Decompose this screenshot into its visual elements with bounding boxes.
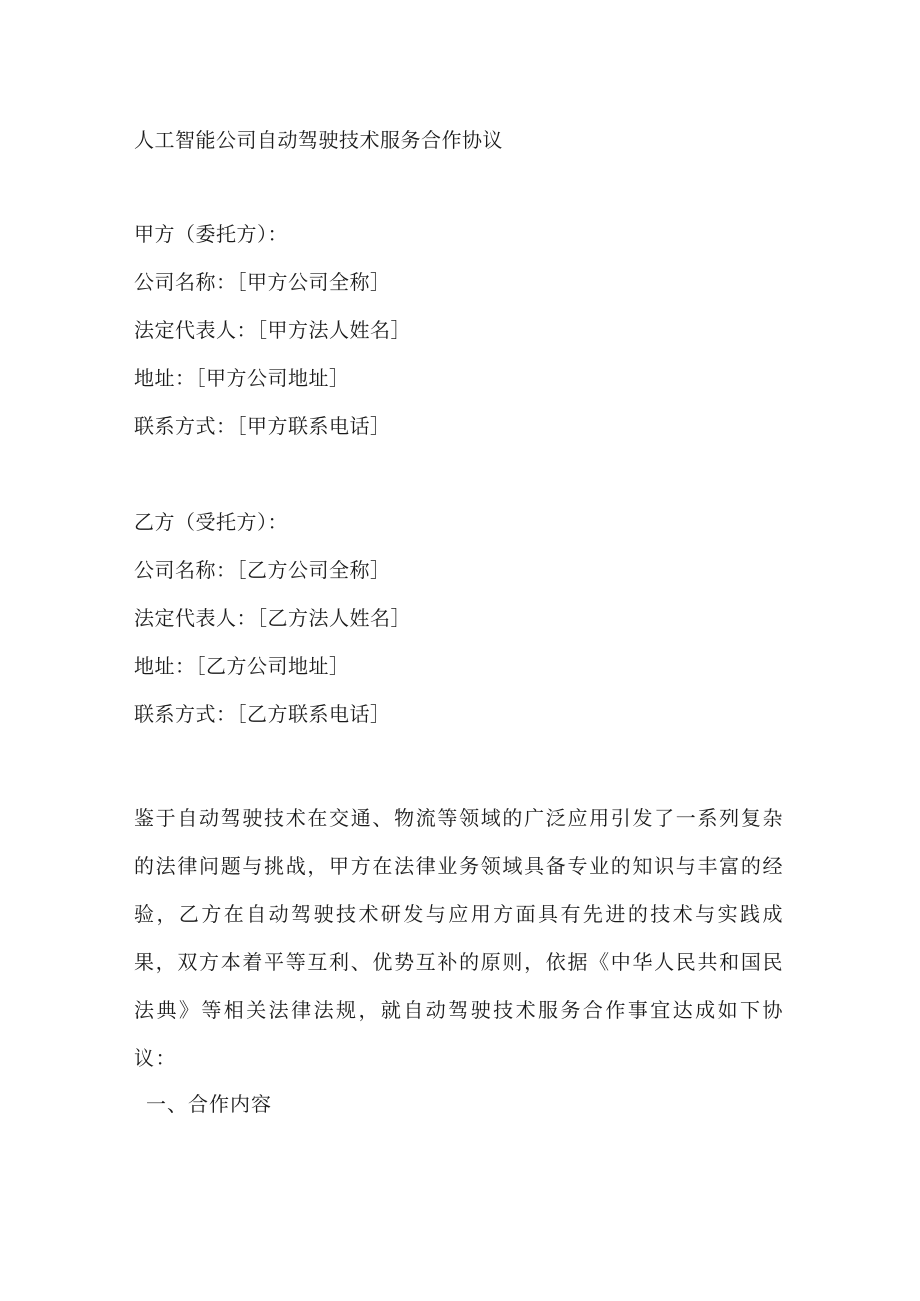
party-b-company: 公司名称：［乙方公司全称］ [134, 558, 391, 582]
document-title: 人工智能公司自动驾驶技术服务合作协议 [134, 128, 503, 152]
preamble-paragraph: 鉴于自动驾驶技术在交通、物流等领域的广泛应用引发了一系列复杂的法律问题与挑战，甲方在法律业务领域具备专业的知识与丰富的经验，乙方在自动驾驶技术研发与应用方面具有先进的技术与实践成果，双方本着平等互利、优势互补的原则，依据《中华人民共和国民法典》等相关法律法规，就自动驾驶技术服务合作事宜达成如下协议： [134, 806, 784, 1070]
party-a-address: 地址：［甲方公司地址］ [134, 366, 350, 390]
party-a-representative: 法定代表人：［甲方法人姓名］ [134, 318, 411, 342]
party-a-company: 公司名称：［甲方公司全称］ [134, 270, 391, 294]
party-b-contact: 联系方式：［乙方联系电话］ [134, 702, 391, 726]
section-heading-cooperation: 一、合作内容 [146, 1092, 272, 1116]
party-a-heading: 甲方（委托方）： [134, 222, 288, 246]
party-a-contact: 联系方式：［甲方联系电话］ [134, 414, 391, 438]
party-b-representative: 法定代表人：［乙方法人姓名］ [134, 606, 411, 630]
party-b-address: 地址：［乙方公司地址］ [134, 654, 350, 678]
party-b-heading: 乙方（受托方）： [134, 510, 288, 534]
